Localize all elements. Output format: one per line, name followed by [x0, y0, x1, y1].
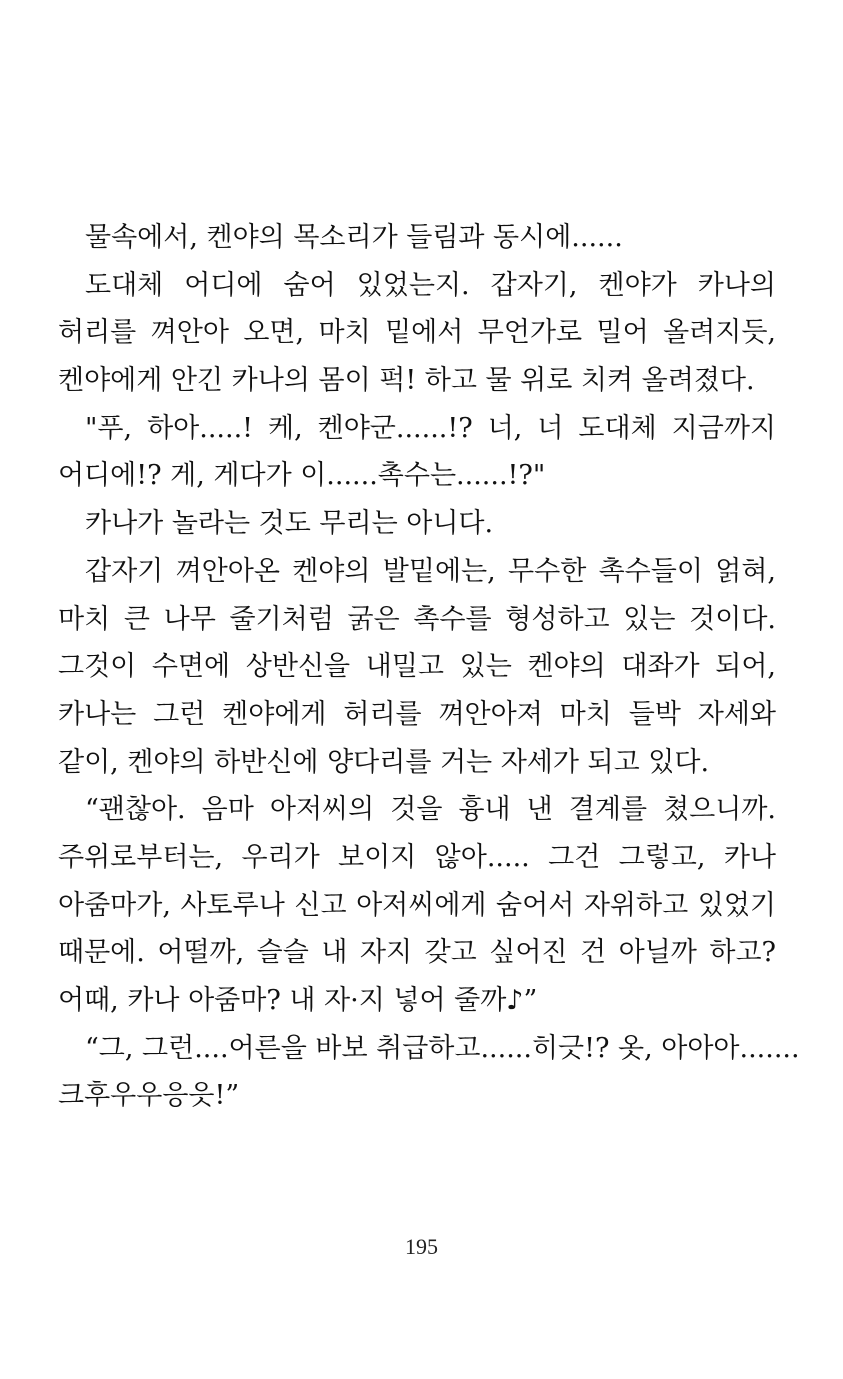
body-text: [58, 214, 800, 1120]
text-line: 카나가 놀라는 것도 무리는 아니다.: [85, 508, 494, 540]
text-line: 켄야에게 안긴 카나의 몸이 퍽! 하고 물 위로 치켜 올려졌다.: [58, 365, 755, 397]
text-line: 아줌마가, 사토루나 신고 아저씨에게 숨어서 자위하고 있었기: [58, 889, 776, 921]
page-number: 195: [405, 1234, 438, 1259]
text-line: 어때, 카나 아줌마? 내 자·지 넣어 줄까♪”: [58, 985, 538, 1016]
text-line: 크후우우응읏!”: [58, 1080, 240, 1112]
text-line: 어디에!? 게, 게다가 이......촉수는......!?": [58, 460, 546, 492]
text-line: 때문에. 어떨까, 슬슬 내 자지 갖고 싶어진 건 아닐까 하고?: [58, 937, 776, 969]
text-line: 그것이 수면에 상반신을 내밀고 있는 켄야의 대좌가 되어,: [58, 651, 776, 683]
text-line: 같이, 켄야의 하반신에 양다리를 거는 자세가 되고 있다.: [58, 746, 710, 778]
text-line: 도대체 어디에 숨어 있었는지. 갑자기, 켄야가 카나의: [85, 269, 776, 301]
text-line: 물속에서, 켄야의 목소리가 들림과 동시에......: [85, 222, 623, 253]
text-line: 허리를 껴안아 오면, 마치 밑에서 무언가로 밀어 올려지듯,: [58, 317, 776, 349]
text-line: 갑자기 껴안아온 켄야의 발밑에는, 무수한 촉수들이 얽혀,: [85, 555, 776, 587]
text-line: "푸, 하아.....! 케, 켄야군......!? 너, 너 도대체 지금까지: [85, 412, 776, 444]
text-line: 주위로부터는, 우리가 보이지 않아..... 그건 그렇고, 카나: [58, 841, 776, 873]
text-line: “그, 그런....어른을 바보 취급하고......히긋!? 옷, 아아아.......: [85, 1032, 800, 1064]
text-line: “괜찮아. 음마 아저씨의 것을 흉내 낸 결계를 쳤으니까.: [85, 794, 776, 826]
text-line: 카나는 그런 켄야에게 허리를 껴안아져 마치 들박 자세와: [58, 698, 776, 730]
text-line: 마치 큰 나무 줄기처럼 굵은 촉수를 형성하고 있는 것이다.: [58, 603, 776, 635]
